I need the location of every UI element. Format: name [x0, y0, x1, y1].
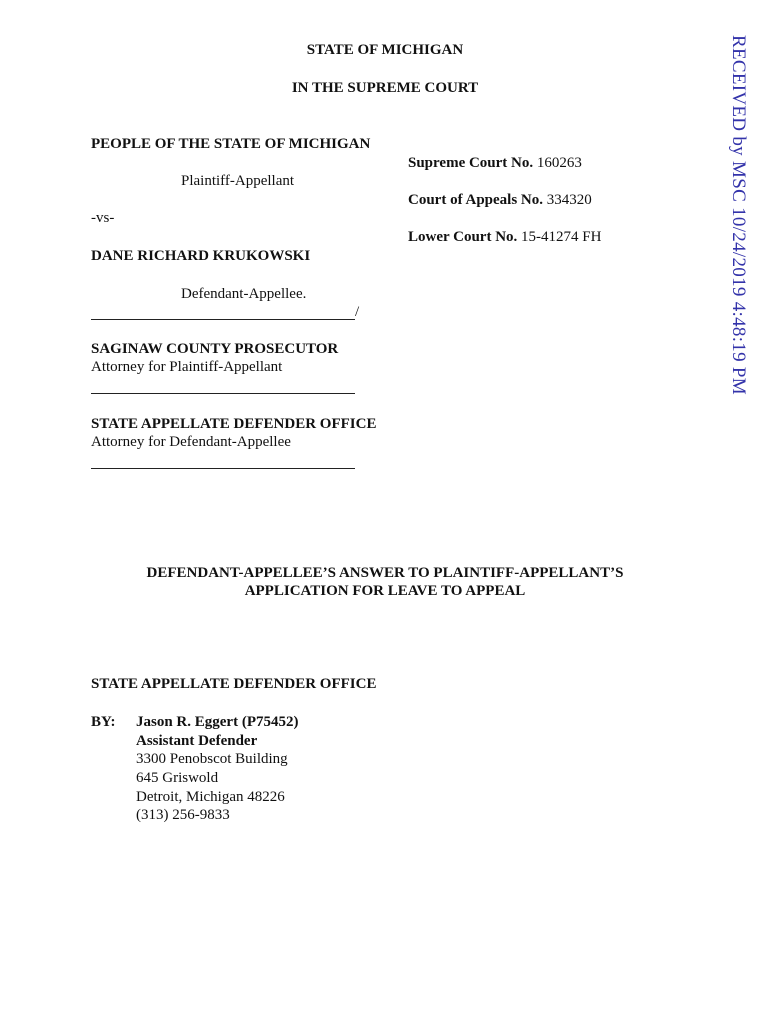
- signer-name: Jason R. Eggert (P75452): [136, 714, 299, 730]
- supreme-court-value: 160263: [536, 155, 582, 171]
- lower-court-value: 15-41274 FH: [521, 229, 602, 245]
- caption-slash: /: [355, 304, 360, 320]
- caption-rule: [91, 319, 355, 320]
- versus-label: -vs-: [91, 210, 115, 226]
- phone-number: (313) 256-9833: [136, 807, 230, 823]
- court-heading: IN THE SUPREME COURT: [291, 80, 479, 96]
- signer-title: Assistant Defender: [136, 733, 258, 749]
- defender-rule: [91, 468, 355, 469]
- document-title-line2: APPLICATION FOR LEAVE TO APPEAL: [244, 583, 526, 599]
- supreme-court-number: [408, 155, 582, 172]
- prosecutor-name: SAGINAW COUNTY PROSECUTOR: [91, 341, 339, 357]
- address-line2: 645 Griswold: [136, 770, 219, 786]
- received-stamp: RECEIVED by MSC 10/24/2019 4:48:19 PM: [728, 35, 749, 395]
- lower-court-number: [408, 229, 601, 246]
- defender-role: Attorney for Defendant-Appellee: [91, 434, 291, 450]
- defendant-name: DANE RICHARD KRUKOWSKI: [91, 248, 311, 264]
- signature-by-label: BY:: [91, 714, 116, 730]
- court-of-appeals-number: [408, 192, 592, 209]
- prosecutor-rule: [91, 393, 355, 394]
- supreme-court-label: Supreme Court No.: [408, 155, 534, 171]
- plaintiff-name: PEOPLE OF THE STATE OF MICHIGAN: [91, 136, 371, 152]
- signature-office: STATE APPELLATE DEFENDER OFFICE: [91, 676, 377, 692]
- lower-court-label: Lower Court No.: [408, 229, 518, 245]
- defendant-role: Defendant-Appellee.: [181, 286, 307, 302]
- prosecutor-role: Attorney for Plaintiff-Appellant: [91, 359, 283, 375]
- court-of-appeals-value: 334320: [546, 192, 592, 208]
- plaintiff-role: Plaintiff-Appellant: [181, 173, 295, 189]
- defender-name: STATE APPELLATE DEFENDER OFFICE: [91, 416, 377, 432]
- document-title-line1: DEFENDANT-APPELLEE’S ANSWER TO PLAINTIFF-APPELLANT’S: [146, 565, 624, 581]
- address-line3: Detroit, Michigan 48226: [136, 789, 285, 805]
- court-of-appeals-label: Court of Appeals No.: [408, 192, 544, 208]
- address-line1: 3300 Penobscot Building: [136, 751, 288, 767]
- state-heading: STATE OF MICHIGAN: [306, 42, 464, 58]
